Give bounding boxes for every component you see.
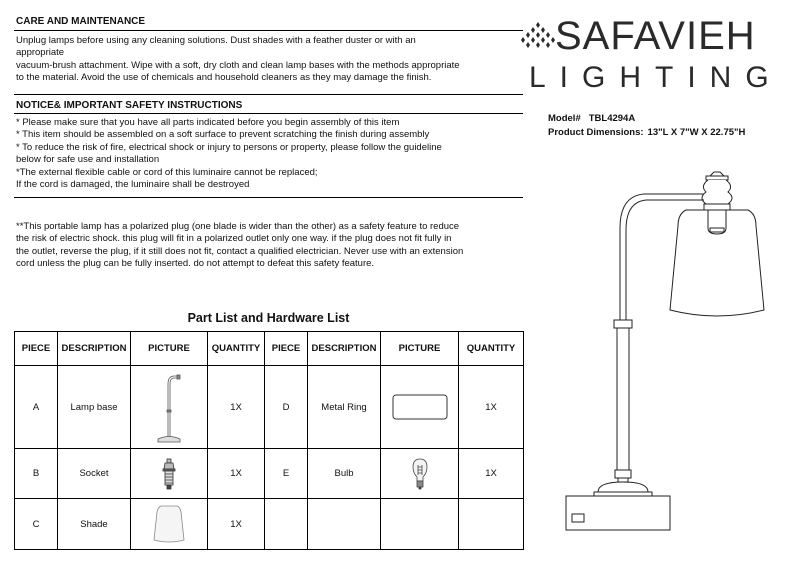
divider	[14, 113, 523, 114]
picture-cell	[131, 499, 208, 550]
quantity-cell: 1X	[208, 499, 265, 550]
table-row	[15, 449, 524, 499]
header-quantity: QUANTITY	[459, 332, 524, 366]
description-cell: Metal Ring	[308, 366, 381, 449]
header-piece: PIECE	[15, 332, 58, 366]
quantity-cell: 1X	[459, 449, 524, 499]
header-picture: PICTURE	[131, 332, 208, 366]
metal-ring-icon	[390, 392, 450, 422]
notice-line: *The external flexible cable or cord of this luminaire cannot be replaced;	[16, 166, 318, 178]
parts-table	[14, 331, 524, 550]
piece-cell: E	[265, 449, 308, 499]
dimensions-info	[548, 127, 745, 138]
picture-cell	[131, 366, 208, 449]
care-line: vacuum-brush attachment. Wipe with a soft, dry cloth and clean lamp bases with the methods appropriate	[16, 59, 460, 71]
plug-line: the outlet, reverse the plug, if it still does not fit, contact a qualified electrician. Never use with an extension	[16, 245, 464, 257]
care-title: CARE AND MAINTENANCE	[16, 16, 146, 27]
plug-line: **This portable lamp has a polarized plug (one blade is wider than the other) as a safety feature to reduce	[16, 221, 460, 232]
notice-text	[16, 117, 521, 191]
piece-cell	[265, 499, 308, 550]
bulb-icon	[410, 457, 430, 491]
description-cell: Socket	[58, 449, 131, 499]
parts-list-title: Part List and Hardware List	[187, 311, 350, 325]
header-description: DESCRIPTION	[58, 332, 131, 366]
brand-subtitle: LIGHTING	[529, 61, 783, 94]
shade-icon	[149, 503, 189, 545]
notice-line: * To reduce the risk of fire, electrical shock or injury to persons or property, please follow the guideline	[16, 141, 442, 153]
lamp-base-icon	[149, 370, 189, 444]
lamp-illustration	[560, 170, 780, 560]
description-cell: Lamp base	[58, 366, 131, 449]
safavieh-logo-icon	[521, 20, 555, 54]
model-value: TBL4294A	[588, 113, 636, 124]
model-info	[548, 113, 635, 124]
socket-icon	[159, 457, 179, 491]
piece-cell: C	[15, 499, 58, 550]
picture-cell	[131, 449, 208, 499]
table-row	[15, 499, 524, 550]
plug-line: the risk of electric shock. this plug will fit in a polarized outlet only one way. if the plug does not fit fully in	[16, 233, 452, 245]
header-piece: PIECE	[265, 332, 308, 366]
notice-line: If the cord is damaged, the luminaire shall be destroyed	[16, 179, 250, 191]
notice-line: * This item should be assembled on a soft surface to prevent scratching the finish during assembly	[16, 129, 430, 141]
notice-title: NOTICE& IMPORTANT SAFETY INSTRUCTIONS	[16, 100, 243, 111]
divider	[14, 30, 523, 31]
quantity-cell: 1X	[208, 366, 265, 449]
header-picture: PICTURE	[381, 332, 459, 366]
picture-cell	[381, 366, 459, 449]
description-cell	[308, 499, 381, 550]
model-label: Model#	[548, 113, 581, 124]
piece-cell: D	[265, 366, 308, 449]
piece-cell: A	[15, 366, 58, 449]
header-quantity: QUANTITY	[208, 332, 265, 366]
care-text	[16, 35, 521, 85]
piece-cell: B	[15, 449, 58, 499]
plug-warning-text	[16, 221, 521, 271]
quantity-cell: 1X	[459, 366, 524, 449]
divider	[14, 197, 523, 198]
brand-name: SAFAVIEH	[555, 14, 756, 58]
notice-line: * Please make sure that you have all parts indicated before you begin assembly of this item	[16, 117, 400, 128]
header-description: DESCRIPTION	[308, 332, 381, 366]
table-header-row	[15, 332, 524, 366]
care-line: Unplug lamps before using any cleaning solutions. Dust shades with a feather duster or with an	[16, 35, 416, 46]
care-line: to the material. Avoid the use of chemicals and household cleaners as they may damage the finish.	[16, 72, 432, 84]
description-cell: Bulb	[308, 449, 381, 499]
picture-cell	[381, 499, 459, 550]
plug-line: cord unless the plug can be fully inserted. do not attempt to defeat this safety feature.	[16, 258, 375, 270]
quantity-cell: 1X	[208, 449, 265, 499]
care-line: appropriate	[16, 47, 65, 59]
dimensions-value: 13"L X 7"W X 22.75"H	[647, 127, 746, 138]
divider	[14, 94, 523, 95]
quantity-cell	[459, 499, 524, 550]
notice-line: below for safe use and installation	[16, 154, 160, 166]
table-row	[15, 366, 524, 449]
picture-cell	[381, 449, 459, 499]
description-cell: Shade	[58, 499, 131, 550]
dimensions-label: Product Dimensions:	[548, 127, 644, 138]
